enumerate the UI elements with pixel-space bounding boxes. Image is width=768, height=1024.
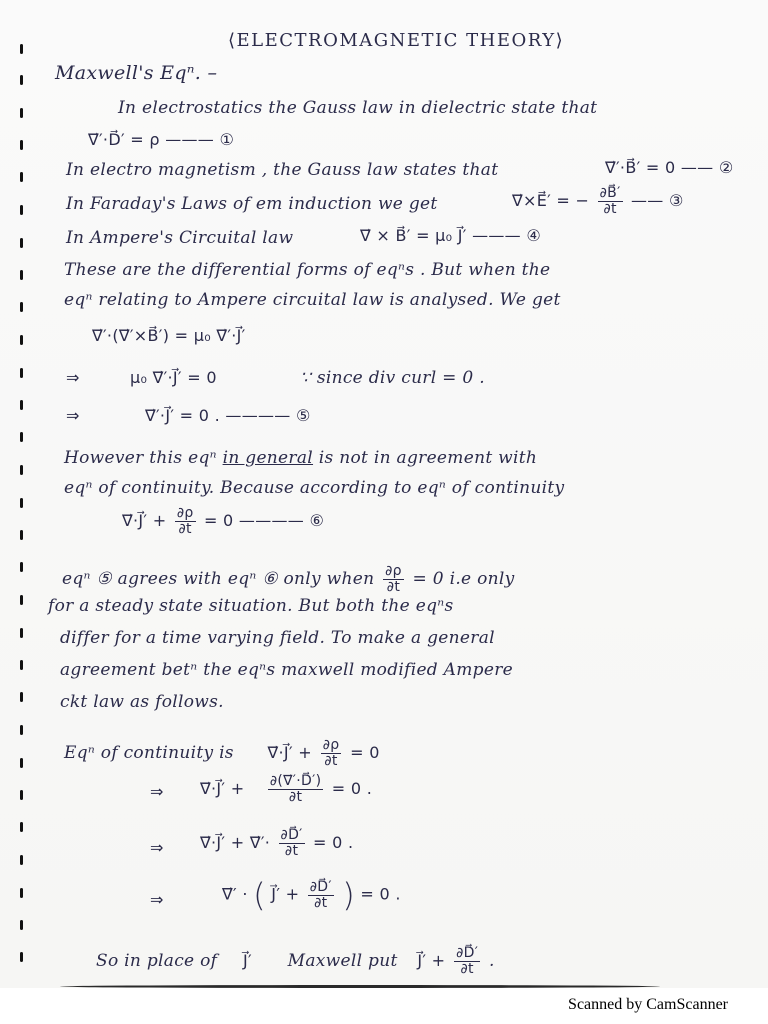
binding-hole: [20, 790, 23, 800]
fraction-denominator: ∂t: [284, 843, 299, 859]
text-fragment: .: [488, 951, 495, 971]
text-line: In Ampere's Circuital law: [66, 228, 294, 248]
binding-hole: [20, 920, 23, 930]
text-fragment: eqⁿ ⑤ agrees with eqⁿ ⑥ only when: [62, 569, 375, 589]
equation-line: [200, 774, 372, 805]
equation-fragment: = 0: [350, 743, 380, 762]
text-fragment: Eqⁿ of continuity is: [64, 743, 234, 763]
binding-hole: [20, 335, 23, 345]
binding-hole: [20, 888, 23, 898]
fraction-numerator: ∂(∇⃗′·D⃗′): [269, 773, 322, 789]
binding-hole: [20, 498, 23, 508]
fraction: [383, 564, 404, 595]
binding-hole: [20, 952, 23, 962]
equation-fragment: = 0 .: [360, 884, 401, 904]
fraction-numerator: ∂D⃗′: [456, 945, 479, 961]
equation-2: ∇⃗′·B⃗′ = 0 —— ②: [605, 158, 734, 177]
binding-holes: [0, 0, 40, 1000]
underlined-text: in general: [222, 448, 314, 468]
text-fragment: is not in agreement with: [318, 448, 538, 468]
fraction-numerator: ∂D⃗′: [280, 827, 303, 843]
implies-arrow: ⇒: [150, 838, 164, 857]
fraction-denominator: ∂t: [314, 894, 328, 911]
text-fragment: the eqⁿs: [381, 596, 454, 616]
equation-fragment: J⃗′ +: [271, 884, 300, 904]
binding-hole: [20, 140, 23, 150]
fraction: [279, 828, 305, 859]
text-line: ∵ since div curl = 0 .: [300, 368, 485, 388]
open-paren: (: [253, 876, 266, 914]
equation-fragment: = 0 .: [313, 833, 354, 852]
text-line: In Faraday's Laws of em induction we get: [66, 194, 438, 214]
text-fragment: However this eqⁿ: [64, 448, 217, 468]
fraction: [454, 946, 480, 977]
fraction: [598, 186, 623, 217]
text-line: differ for a time varying field. To make a general: [60, 628, 495, 648]
fraction-denominator: ∂t: [324, 753, 338, 769]
binding-hole: [20, 822, 23, 832]
binding-hole: [20, 725, 23, 735]
fraction-denominator: ∂t: [178, 521, 192, 537]
equation-fragment: ∇⃗·J⃗′ +: [200, 779, 245, 798]
binding-hole: [20, 465, 23, 475]
text-line: [48, 596, 453, 616]
text-line: agreement betⁿ the eqⁿs maxwell modified Ampere: [60, 660, 514, 680]
text-line: eqⁿ relating to Ampere circuital law is analysed. We get: [64, 290, 561, 310]
fraction: [268, 774, 324, 805]
binding-hole: [20, 855, 23, 865]
equation-3-lhs: ∇⃗×E⃗′ = −: [512, 191, 590, 210]
fraction-denominator: ∂t: [603, 201, 617, 217]
page-title: ⟨ELECTROMAGNETIC THEORY⟩: [228, 30, 565, 51]
text-line: [96, 946, 495, 977]
equation-fragment: J⃗′: [242, 951, 252, 970]
text-fragment: for a steady state situation. But both: [48, 596, 376, 616]
fraction-denominator: ∂t: [386, 579, 401, 595]
binding-hole: [20, 692, 23, 702]
equation-6-rhs: = 0 ———— ⑥: [203, 511, 325, 530]
text-fragment: Maxwell put: [287, 951, 398, 971]
binding-hole: [20, 270, 23, 280]
binding-hole: [20, 205, 23, 215]
binding-hole: [20, 628, 23, 638]
implies-arrow: ⇒: [66, 368, 80, 387]
equation-5: ∇⃗′·J⃗′ = 0 . ———— ⑤: [145, 406, 311, 425]
binding-hole: [20, 530, 23, 540]
binding-hole: [20, 400, 23, 410]
fraction: [308, 880, 334, 911]
fraction-numerator: ∂D⃗′: [309, 878, 332, 895]
binding-hole: [20, 44, 23, 54]
binding-hole: [20, 562, 23, 572]
text-fragment: = 0 i.e only: [412, 569, 515, 589]
equation-1: ∇⃗′·D⃗′ = ρ ——— ①: [88, 130, 235, 149]
fraction-denominator: ∂t: [460, 961, 474, 977]
implies-arrow: ⇒: [66, 406, 80, 425]
binding-hole: [20, 758, 23, 768]
binding-hole: [20, 660, 23, 670]
equation-line: μ₀ ∇⃗′·J⃗′ = 0: [130, 368, 217, 387]
binding-hole: [20, 238, 23, 248]
text-line: In electro magnetism , the Gauss law states that: [66, 160, 499, 180]
binding-hole: [20, 172, 23, 182]
equation-4: ∇⃗ × B⃗′ = μ₀ J⃗′ ——— ④: [360, 226, 542, 245]
text-line: [64, 448, 537, 468]
binding-hole: [20, 595, 23, 605]
text-line: ckt law as follows.: [60, 692, 224, 712]
close-paren: ): [342, 876, 356, 914]
implies-arrow: ⇒: [150, 782, 164, 801]
equation-fragment: J⃗′ +: [417, 951, 446, 970]
fraction-numerator: ∂B⃗′: [599, 185, 621, 201]
text-line: [62, 564, 515, 595]
text-line: These are the differential forms of eqⁿs . But when the: [64, 260, 551, 280]
binding-hole: [20, 302, 23, 312]
binding-hole: [20, 368, 23, 378]
fraction-numerator: ∂ρ: [322, 737, 340, 753]
equation-fragment: ∇⃗·J⃗′ + ∇⃗′·: [200, 833, 271, 852]
binding-hole: [20, 108, 23, 118]
equation-6-lhs: ∇⃗·J⃗′ +: [122, 511, 167, 530]
equation-line: ∇⃗′·(∇⃗′×B⃗′) = μ₀ ∇⃗′·J⃗′: [92, 326, 246, 345]
implies-arrow: ⇒: [150, 890, 164, 909]
fraction: [175, 506, 196, 537]
text-line: In electrostatics the Gauss law in dielectric state that: [118, 98, 598, 118]
text-line: eqⁿ of continuity. Because according to eqⁿ of continuity: [64, 478, 565, 498]
equation-6: [122, 506, 324, 537]
text-fragment: So in place of: [96, 951, 218, 971]
fraction: [321, 738, 342, 769]
fraction-denominator: ∂t: [288, 789, 303, 805]
equation-3: [512, 186, 684, 217]
equation-line: [222, 876, 401, 914]
equation-fragment: ∇⃗′ ·: [222, 884, 248, 904]
equation-line: [200, 828, 353, 859]
equation-fragment: ∇⃗·J⃗′ +: [267, 743, 312, 762]
scanner-watermark: Scanned by CamScanner: [568, 996, 728, 1013]
equation-fragment: = 0 .: [331, 779, 373, 798]
fraction-numerator: ∂ρ: [385, 563, 402, 579]
text-line: [64, 738, 380, 769]
equation-tag: —— ③: [630, 191, 684, 210]
binding-hole: [20, 75, 23, 85]
binding-hole: [20, 432, 23, 442]
fraction-numerator: ∂ρ: [176, 505, 194, 521]
section-heading: Maxwell's Eqⁿ. –: [55, 62, 218, 84]
